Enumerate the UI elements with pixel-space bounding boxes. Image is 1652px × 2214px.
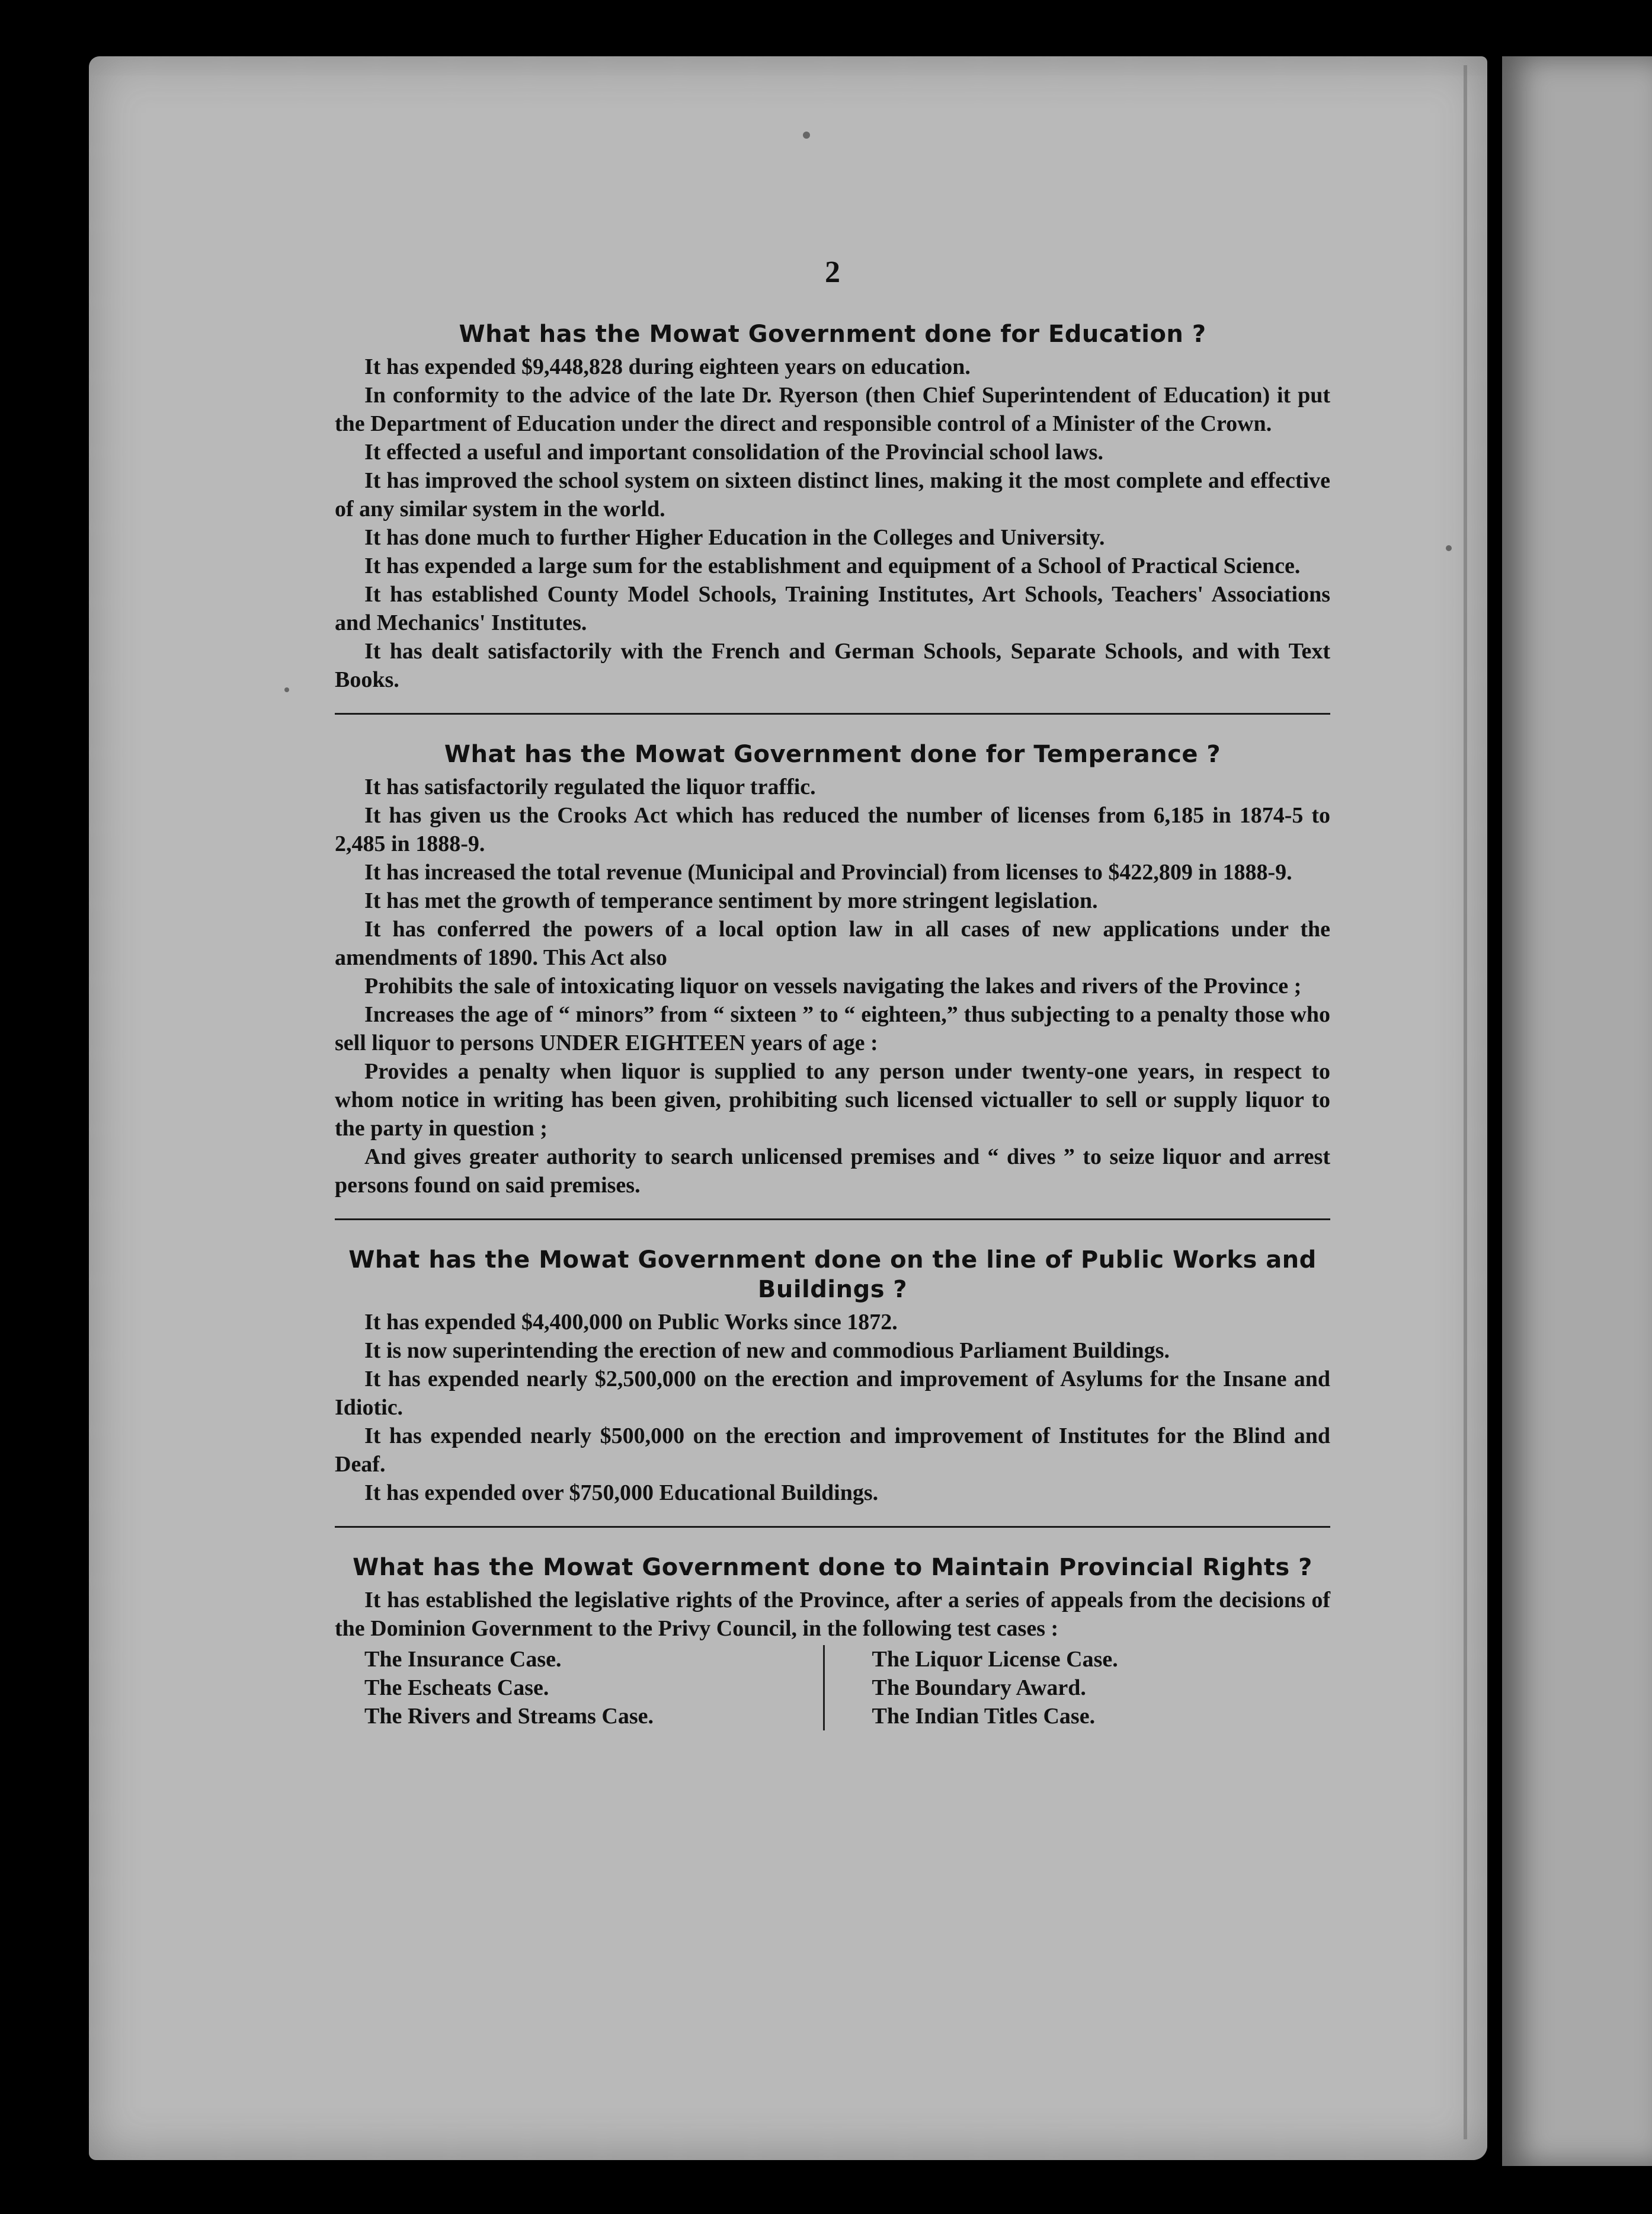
scan-speck: [284, 687, 289, 692]
paragraph: It has established the legislative rights of the Province, after a series of appeals from the decisions of the Dominion Government to the Privy Council, in the following test cases :: [335, 1588, 1330, 1641]
cases-column-left: [335, 1645, 823, 1730]
section-heading: What has the Mowat Government done on the line of Public Works and Buildings ?: [348, 1246, 1317, 1303]
paragraph: It has conferred the powers of a local option law in all cases of new applications under the amendments of 1890. This Act also: [335, 917, 1330, 970]
page-fold-shadow: [1464, 65, 1467, 2139]
case-item: The Rivers and Streams Case.: [364, 1704, 654, 1729]
paragraph: Prohibits the sale of intoxicating liquor on vessels navigating the lakes and rivers of the Province ;: [364, 974, 1302, 999]
paragraph: It has expended $9,448,828 during eighteen years on education.: [364, 354, 971, 379]
paragraph: It has expended nearly $500,000 on the erection and improvement of Institutes for the Blind and Deaf.: [335, 1423, 1330, 1477]
paragraph: It effected a useful and important consolidation of the Provincial school laws.: [364, 440, 1103, 465]
test-cases-list: [335, 1645, 1330, 1730]
paragraph: It has expended over $750,000 Educational Buildings.: [364, 1480, 879, 1505]
paragraph: In conformity to the advice of the late Dr. Ryerson (then Chief Superintendent of Education) it put the Department of Education under the direct and responsible control of a Minister of the Crown.: [335, 383, 1330, 436]
case-item: The Liquor License Case.: [872, 1647, 1118, 1672]
paragraph: It has expended a large sum for the establishment and equipment of a School of Practical Science.: [364, 554, 1301, 578]
paragraph: It has given us the Crooks Act which has reduced the number of licenses from 6,185 in 1874-5 to 2,485 in 1888-9.: [335, 803, 1330, 856]
paragraph: It has satisfactorily regulated the liquor traffic.: [364, 775, 816, 799]
case-item: The Escheats Case.: [364, 1675, 549, 1700]
cases-column-right: [843, 1645, 1331, 1730]
paragraph: It has done much to further Higher Education in the Colleges and University.: [364, 525, 1105, 550]
scan-speck: [1446, 545, 1452, 551]
section-heading: What has the Mowat Government done for Temperance ?: [444, 741, 1221, 768]
scan-speck: [803, 132, 810, 139]
section-provincial-rights: [335, 1553, 1330, 1730]
case-item: The Boundary Award.: [872, 1675, 1086, 1700]
case-item: The Insurance Case.: [364, 1647, 562, 1672]
paragraph: It has improved the school system on sixteen distinct lines, making it the most complete and effective of any similar system in the world.: [335, 468, 1330, 521]
section-public-works: [335, 1245, 1330, 1507]
paragraph: And gives greater authority to search unlicensed premises and “ dives ” to seize liquor and arrest persons found on said premises.: [335, 1144, 1330, 1198]
paragraph: It has expended $4,400,000 on Public Works since 1872.: [364, 1310, 898, 1335]
paragraph: It has met the growth of temperance sentiment by more stringent legislation.: [364, 888, 1098, 913]
paragraph: It has increased the total revenue (Municipal and Provincial) from licenses to $422,809 in 1888-9.: [364, 860, 1292, 885]
column-divider: [823, 1645, 825, 1730]
paragraph: It has expended nearly $2,500,000 on the erection and improvement of Asylums for the Insane and Idiotic.: [335, 1367, 1330, 1420]
page-number: 2: [825, 255, 840, 289]
section-divider: [335, 1218, 1330, 1220]
section-heading: What has the Mowat Government done for Education ?: [459, 321, 1206, 348]
section-education: [335, 319, 1330, 694]
section-divider: [335, 1526, 1330, 1528]
section-divider: [335, 713, 1330, 715]
paragraph: It has established County Model Schools, Training Institutes, Art Schools, Teachers' Associations and Mechanics' Institutes.: [335, 582, 1330, 635]
paragraph: Provides a penalty when liquor is supplied to any person under twenty-one years, in respect to whom notice in writing has been given, prohibiting such licensed victualler to sell or supply liquor to the party in question ;: [335, 1059, 1330, 1141]
section-temperance: [335, 740, 1330, 1199]
document-body: [335, 255, 1330, 1730]
case-item: The Indian Titles Case.: [872, 1704, 1096, 1729]
section-heading: What has the Mowat Government done to Maintain Provincial Rights ?: [353, 1554, 1312, 1581]
paragraph: It has dealt satisfactorily with the French and German Schools, Separate Schools, and with Text Books.: [335, 639, 1330, 692]
paragraph: It is now superintending the erection of new and commodious Parliament Buildings.: [364, 1338, 1170, 1363]
paragraph: Increases the age of “ minors” from “ sixteen ” to “ eighteen,” thus subjecting to a penalty those who sell liquor to persons UNDER EIGHTEEN years of age :: [335, 1002, 1330, 1055]
adjacent-page-edge: [1502, 56, 1652, 2166]
